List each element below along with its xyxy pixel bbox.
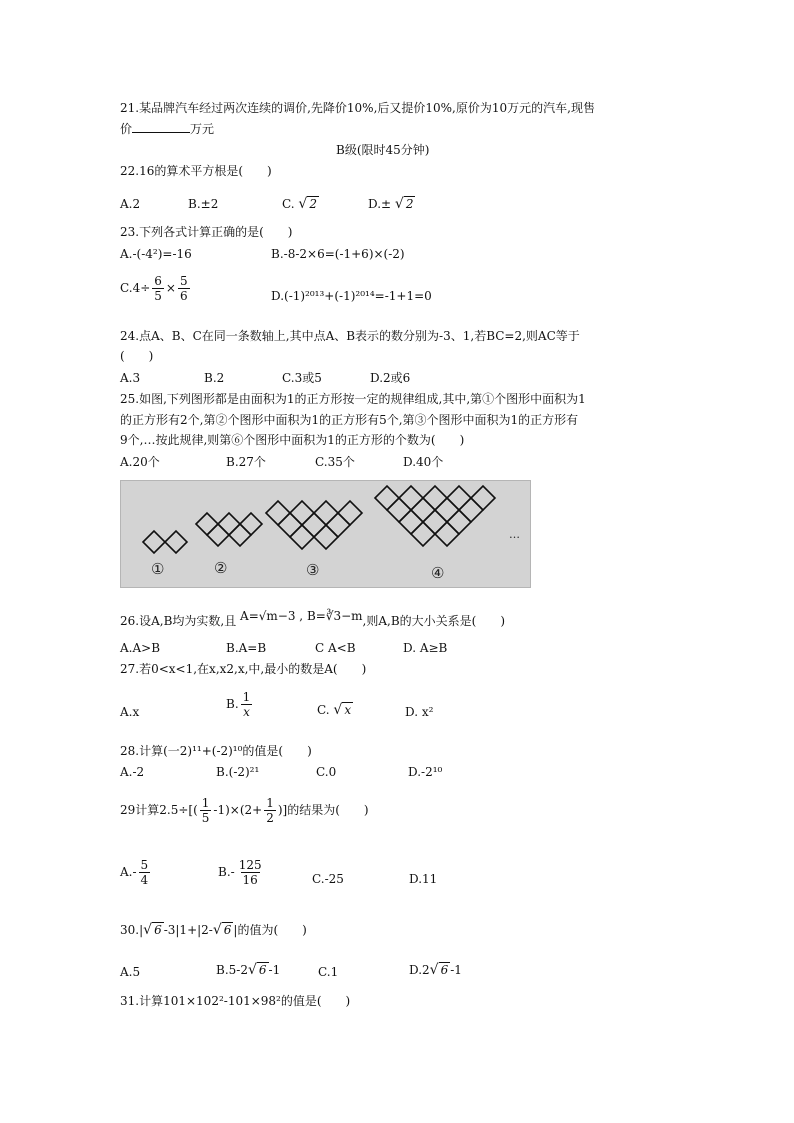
sqrt-icon: √ x xyxy=(333,702,352,718)
sqrt-icon: √ 6 xyxy=(247,962,267,978)
q27-c-prefix: C. xyxy=(317,703,330,717)
sqrt-icon: √ 6 xyxy=(143,922,162,938)
figure-3-squares xyxy=(266,501,362,549)
q29-option-b xyxy=(218,858,266,887)
figure-label-4: ④ xyxy=(431,564,445,582)
q28-stem: 28.计算(一2)¹¹+(-2)¹⁰的值是( ) xyxy=(120,744,312,758)
q29-b-prefix: B.- xyxy=(218,865,235,879)
q21-line1: 21.某品牌汽车经过两次连续的调价,先降价10%,后又提价10%,原价为10万元的汽车,现售 xyxy=(120,101,595,115)
q25-option-a: A.20个 xyxy=(120,455,160,469)
q24-line2: ( ) xyxy=(120,349,154,363)
q26-suffix: ,则A,B的大小关系是( ) xyxy=(362,614,506,628)
figure-2-squares xyxy=(196,513,262,546)
q26-expression-a: A=√m−3 xyxy=(240,609,296,623)
q30-option-c: C.1 xyxy=(318,965,339,979)
q23-c-prefix: C.4÷ xyxy=(120,281,151,295)
q23-option-c xyxy=(120,274,192,303)
q23-stem: 23.下列各式计算正确的是( ) xyxy=(120,225,293,239)
fraction xyxy=(241,690,253,719)
fraction xyxy=(264,796,276,825)
q22-c-radicand: 2 xyxy=(309,197,317,211)
q27-option-c xyxy=(317,702,353,718)
numerator: 5 xyxy=(140,858,149,872)
times-sign: × xyxy=(165,281,176,295)
fraction xyxy=(139,858,151,887)
figure-ellipsis: … xyxy=(509,528,520,541)
q24-option-a: A.3 xyxy=(120,371,141,385)
q22-option-c xyxy=(282,196,319,212)
q28-option-c: C.0 xyxy=(316,765,337,779)
q27-option-a: A.x xyxy=(120,705,140,719)
q25-line2: 的正方形有2个,第②个图形中面积为1的正方形有5个,第③个图形中面积为1的正方形有 xyxy=(120,413,579,427)
q25-option-b: B.27个 xyxy=(226,455,266,469)
numerator: 1 xyxy=(201,796,210,810)
q30-d-suffix: -1 xyxy=(450,963,462,977)
figure-4-squares xyxy=(375,486,495,546)
fraction xyxy=(237,858,264,887)
q31-stem: 31.计算101×102²-101×98²的值是( ) xyxy=(120,994,351,1008)
q23-option-d: D.(-1)²⁰¹³+(-1)²⁰¹⁴=-1+1=0 xyxy=(271,289,432,303)
q30-d-prefix: D.2 xyxy=(409,963,430,977)
q30-middle: -3|1+|2- xyxy=(163,923,213,937)
numerator: 6 xyxy=(154,274,162,288)
q28-option-a: A.-2 xyxy=(120,765,145,779)
q27-c-radicand: x xyxy=(344,703,352,717)
q26-option-d: D. A≥B xyxy=(403,641,448,655)
q27-option-b xyxy=(226,690,254,719)
figure-label-2: ② xyxy=(214,559,228,577)
q26-option-b: B.A=B xyxy=(226,641,267,655)
denominator: 6 xyxy=(179,289,188,303)
q25-line1: 25.如图,下列图形都是由面积为1的正方形按一定的规律组成,其中,第①个图形中面积为1 xyxy=(120,392,586,406)
fraction xyxy=(200,796,212,825)
q26-option-a: A.A>B xyxy=(120,641,161,655)
sqrt-icon: √ 6 xyxy=(212,922,232,938)
q30-suffix: |的值为( ) xyxy=(233,923,307,937)
sqrt-icon: √ 6 xyxy=(429,962,449,978)
numerator: 125 xyxy=(238,858,262,872)
sqrt-icon: √ 2 xyxy=(298,196,317,212)
q30-option-b xyxy=(216,962,280,978)
q23-option-b: B.-8-2×6=(-1+6)×(-2) xyxy=(271,247,405,261)
q26-stem: 26.设A,B均为实数,且 A=√m−3 , B=∛3−m,则A,B的大小关系是( ) xyxy=(120,609,506,628)
figure-1-squares xyxy=(143,531,187,553)
q25-option-d: D.40个 xyxy=(403,455,444,469)
q29-option-a xyxy=(120,858,152,887)
denominator: 2 xyxy=(266,811,274,825)
figure-label-1: ① xyxy=(151,560,165,578)
denominator: 5 xyxy=(154,289,162,303)
q22-option-b: B.±2 xyxy=(188,197,219,211)
q30-d-radicand: 6 xyxy=(440,963,449,977)
square-pattern-figure xyxy=(120,480,531,588)
q27-stem: 27.若0<x<1,在x,x2,x,中,最小的数是A( ) xyxy=(120,662,367,676)
q28-option-d: D.-2¹⁰ xyxy=(408,765,443,779)
q21-line2 xyxy=(120,120,214,137)
denominator: 16 xyxy=(242,873,258,887)
q30-option-d xyxy=(409,962,462,978)
q29-suffix: )]的结果为( ) xyxy=(277,803,369,817)
q22-option-d xyxy=(368,196,415,212)
q29-prefix: 29计算2.5÷[( xyxy=(120,803,198,817)
q22-option-a: A.2 xyxy=(120,197,141,211)
q22-stem: 22.16的算术平方根是( ) xyxy=(120,164,272,178)
fraction xyxy=(178,274,190,303)
q24-option-d: D.2或6 xyxy=(370,371,411,385)
sqrt-icon: √ 2 xyxy=(394,196,414,212)
q26-prefix: 26.设A,B均为实数,且 xyxy=(120,614,237,628)
q25-line3: 9个,…按此规律,则第⑥个图形中面积为1的正方形的个数为( ) xyxy=(120,433,465,447)
q30-b-prefix: B.5-2 xyxy=(216,963,248,977)
numerator: 1 xyxy=(242,690,251,704)
q30-b-suffix: -1 xyxy=(268,963,281,977)
q30-option-a: A.5 xyxy=(120,965,141,979)
denominator: 5 xyxy=(201,811,210,825)
q30-prefix: 30.| xyxy=(120,923,144,937)
q29-option-c: C.-25 xyxy=(312,872,344,886)
figure-label-3: ③ xyxy=(306,561,320,579)
numerator: 5 xyxy=(179,274,188,288)
q24-option-c: C.3或5 xyxy=(282,371,322,385)
q29-a-prefix: A.- xyxy=(120,865,137,879)
q24-line1: 24.点A、B、C在同一条数轴上,其中点A、B表示的数分别为-3、1,若BC=2,则AC等于 xyxy=(120,329,580,343)
q25-option-c: C.35个 xyxy=(315,455,355,469)
q22-d-radicand: 2 xyxy=(405,197,414,211)
q23-option-a: A.-(-4²)=-16 xyxy=(120,247,192,261)
q27-option-d: D. x² xyxy=(405,705,434,719)
section-heading: B级(限时45分钟) xyxy=(336,143,430,157)
denominator: 4 xyxy=(140,873,149,887)
denominator: x xyxy=(243,705,250,719)
q27-b-prefix: B. xyxy=(226,697,239,711)
q22-d-prefix: D.± xyxy=(368,197,392,211)
diamond-pattern-svg xyxy=(121,481,530,587)
fraction xyxy=(152,274,164,303)
numerator: 1 xyxy=(266,796,274,810)
q29-option-d: D.11 xyxy=(409,872,438,886)
q28-option-b: B.(-2)²¹ xyxy=(216,765,260,779)
q30-radicand-1: 6 xyxy=(154,923,162,937)
q29-middle: -1)×(2+ xyxy=(213,803,263,817)
q30-stem xyxy=(120,922,307,938)
q30-b-radicand: 6 xyxy=(258,963,267,977)
q30-radicand-2: 6 xyxy=(223,923,232,937)
q29-stem xyxy=(120,796,369,825)
q21-post: 万元 xyxy=(190,122,215,136)
q22-c-prefix: C. xyxy=(282,197,295,211)
q26-expression-b: B=∛3−m xyxy=(306,609,363,623)
answer-blank xyxy=(132,120,190,133)
q24-option-b: B.2 xyxy=(204,371,225,385)
q21-pre: 价 xyxy=(120,122,133,136)
q26-option-c: C A<B xyxy=(315,641,356,655)
